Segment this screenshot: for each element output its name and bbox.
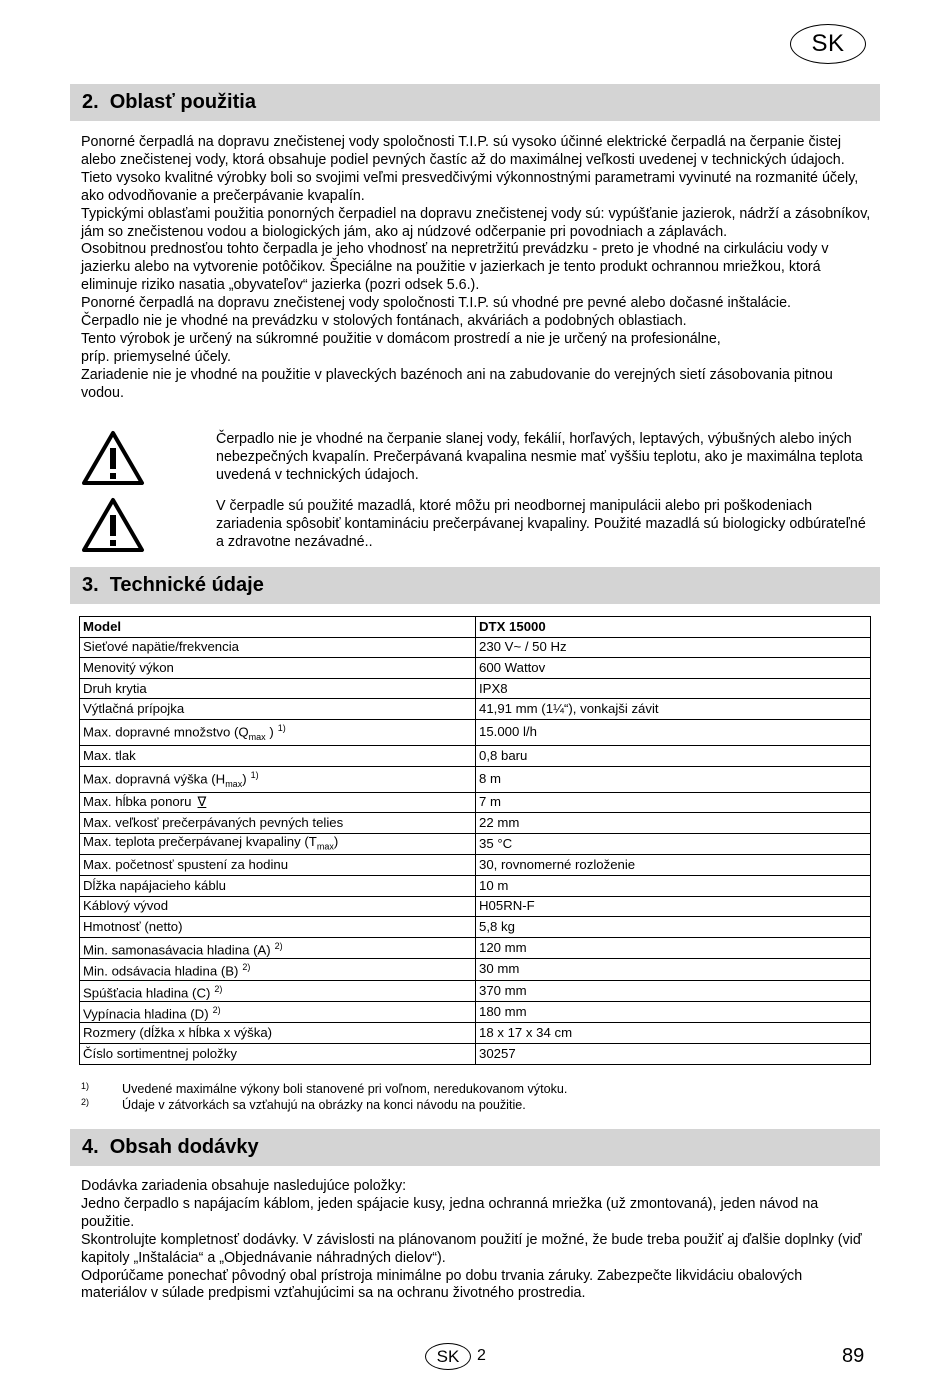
section-title: Technické údaje xyxy=(109,574,264,596)
spec-label: Max. dopravné množstvo (Q xyxy=(83,724,249,740)
paragraph: Dodávka zariadenia obsahuje nasledujúce položky: xyxy=(81,1178,407,1194)
footnote xyxy=(81,1082,871,1098)
table-row xyxy=(80,937,871,958)
table-row xyxy=(80,746,871,767)
table-cell-value: 30 mm xyxy=(476,959,871,980)
water-level-icon: ∇ xyxy=(197,794,207,810)
language-badge: SK xyxy=(790,24,866,64)
table-row xyxy=(80,637,871,658)
table-row xyxy=(80,917,871,938)
table-cell-value: IPX8 xyxy=(476,678,871,699)
spec-label: Číslo sortimentnej položky xyxy=(83,1045,237,1061)
spec-label: Max. početnosť spustení za hodinu xyxy=(83,857,289,873)
spec-label: Max. teplota prečerpávanej kvapaliny (T xyxy=(83,833,317,849)
table-cell-label xyxy=(80,699,476,720)
table-row xyxy=(80,855,871,876)
table-row xyxy=(80,766,871,792)
table-row xyxy=(80,980,871,1001)
footnote-text: Údaje v zátvorkách sa vzťahujú na obrázky na konci návodu na použitie. xyxy=(122,1098,526,1112)
spec-label: Max. hĺbka ponoru xyxy=(83,794,192,810)
table-cell-label xyxy=(80,678,476,699)
table-header-row xyxy=(80,617,871,638)
spec-label: Rozmery (dĺžka x hĺbka x výška) xyxy=(83,1025,273,1041)
spec-label: Výtlačná prípojka xyxy=(83,701,185,717)
spec-label: Káblový vývod xyxy=(83,898,169,914)
table-row xyxy=(80,792,871,813)
paragraph: Zariadenie nie je vhodné na použitie v plaveckých bazénoch ani na zabudovanie do verejných sietí zásobovania pitnou vodou. xyxy=(81,366,833,401)
spec-label: Max. dopravná výška (H xyxy=(83,770,226,786)
paragraph: príp. priemyselné účely. xyxy=(81,348,231,365)
table-cell-value: 15.000 l/h xyxy=(476,719,871,745)
table-cell-label xyxy=(80,1043,476,1064)
spec-label-subscript: max xyxy=(248,732,266,742)
table-cell-value: H05RN-F xyxy=(476,896,871,917)
table-row xyxy=(80,1043,871,1064)
paragraph: Odporúčame ponechať pôvodný obal prístroja minimálne po dobu trvania záruky. Zabezpečte likvidáciu obalových materiálov v súlade predpismi vzťahujúcimi sa na ochranu životného prostredia. xyxy=(81,1267,803,1302)
paragraph: Osobitnou prednosťou tohto čerpadla je jeho vhodnosť na nepretržitú prevádzku - preto je vhodné na cirkuláciu vody v jazierku alebo na vytvorenie potôčikov. Špeciálne na použitie v jazierkach je tento produkt ochrannou mriežkou, ktorá eliminuje riziko nasatia „obyvateľov“ jazierka (pozri odsek 5.6.). xyxy=(81,241,829,294)
paragraph: Jedno čerpadlo s napájacím káblom, jeden spájacie kusy, jedna ochranná mriežka (už zmontovaná), jeden návod na použitie. xyxy=(81,1195,819,1230)
footnote-mark: 1) xyxy=(81,1081,90,1091)
paragraph: Ponorné čerpadlá na dopravu znečistenej vody spoločnosti T.I.P. sú vhodné pre pevné alebo dočasné inštalácie. xyxy=(81,295,792,312)
table-cell-label xyxy=(80,637,476,658)
spec-label: Min. odsávacia hladina (B) xyxy=(83,963,239,979)
paragraph: Skontrolujte kompletnosť dodávky. V závislosti na plánovanom použití je možné, že bude treba použiť aj ďalšie doplnky (viď kapitoly „Inštalácia“ a „Objednávanie náhradných dielov“). xyxy=(81,1231,862,1266)
table-row xyxy=(80,1002,871,1023)
footnote-mark: 2) xyxy=(81,1097,90,1107)
paragraph: Typickými oblasťami použitia ponorných čerpadiel na dopravu znečistenej vody sú: vypúšťanie jazierok, nádrží a zásobníkov, jám so znečistenou vodou a biologických jám, ako aj núdzové odčerpanie pri povodniach a záplavách. xyxy=(81,205,871,240)
footnote-text: Uvedené maximálne výkony boli stanovené pri voľnom, neredukovanom výtoku. xyxy=(122,1082,568,1096)
table-row xyxy=(80,959,871,980)
table-cell-value: 8 m xyxy=(476,766,871,792)
table-row xyxy=(80,813,871,834)
table-cell-value: 18 x 17 x 34 cm xyxy=(476,1023,871,1044)
table-cell-value: 7 m xyxy=(476,792,871,813)
footnote xyxy=(81,1098,871,1114)
spec-label-suffix: ) xyxy=(333,833,339,849)
table-cell-label xyxy=(80,937,476,958)
table-cell-value: 10 m xyxy=(476,876,871,897)
table-cell-value: 600 Wattov xyxy=(476,658,871,679)
table-cell-label xyxy=(80,896,476,917)
table-cell-label xyxy=(80,658,476,679)
table-cell-label xyxy=(80,980,476,1001)
delivery-text xyxy=(81,1178,871,1303)
footnote-reference: 2) xyxy=(274,940,283,951)
table-row xyxy=(80,658,871,679)
footnote-reference: 2) xyxy=(242,962,251,973)
table-row xyxy=(80,719,871,745)
spec-label: Max. tlak xyxy=(83,747,136,763)
footnote-reference: 1) xyxy=(250,769,259,780)
paragraph: Tento výrobok je určený na súkromné použitie v domácom prostredí a nie je určený na profesionálne, xyxy=(81,330,721,347)
footnote-reference: 1) xyxy=(277,722,286,733)
section-number: 4. xyxy=(82,1136,99,1158)
table-row xyxy=(80,896,871,917)
footer-language-page: 2 xyxy=(477,1347,486,1364)
table-cell-label xyxy=(80,792,476,813)
table-cell-value: 35 °C xyxy=(476,833,871,855)
table-cell-value: 0,8 baru xyxy=(476,746,871,767)
spec-label: Dĺžka napájacieho káblu xyxy=(83,877,226,893)
table-cell-value: 30257 xyxy=(476,1043,871,1064)
table-row xyxy=(80,699,871,720)
table-cell-value: 370 mm xyxy=(476,980,871,1001)
table-cell-label xyxy=(80,1002,476,1023)
technical-data-table xyxy=(79,616,871,1065)
section-number: 3. xyxy=(82,574,99,596)
usage-text xyxy=(81,134,871,403)
spec-label: Min. samonasávacia hladina (A) xyxy=(83,942,271,958)
footnote-reference: 2) xyxy=(214,983,223,994)
section-heading-technical-data xyxy=(70,567,880,604)
footnote-reference: 2) xyxy=(212,1005,221,1015)
table-cell-label: Model xyxy=(80,617,476,638)
footnotes xyxy=(81,1082,871,1114)
spec-label-subscript: max xyxy=(316,841,334,852)
spec-label: Max. veľkosť prečerpávaných pevných telies xyxy=(83,815,344,831)
table-cell-value: 41,91 mm (1¼“), vonkajši závit xyxy=(476,699,871,720)
page-number: 89 xyxy=(842,1345,865,1367)
spec-label: Sieťové napätie/frekvencia xyxy=(83,639,239,655)
table-cell-label xyxy=(80,813,476,834)
table-cell-value: 180 mm xyxy=(476,1002,871,1023)
footer-language-badge: SK xyxy=(425,1343,471,1370)
table-cell-label xyxy=(80,1023,476,1044)
table-row xyxy=(80,678,871,699)
spec-label-suffix: ) xyxy=(242,770,247,786)
section-title: Oblasť použitia xyxy=(109,91,256,113)
paragraph: Ponorné čerpadlá na dopravu znečistenej vody spoločnosti T.I.P. sú vysoko účinné elektrické čerpadlá na čerpanie čistej alebo znečistenej vody, ktorá obsahuje podiel pevných častíc až do maximálnej veľkosti uvedenej v technických údajoch. Tieto vysoko kvalitné výrobky boli so svojimi veľmi presvedčivými výkonnostnými parametrami vyvinuté na rozmanité účely, ako odvodňovanie a prečerpávanie kvapalín. xyxy=(81,134,859,204)
table-cell-label xyxy=(80,876,476,897)
table-cell-value: 230 V~ / 50 Hz xyxy=(476,637,871,658)
warning-text: V čerpadle sú použité mazadlá, ktoré môžu pri neodbornej manipulácii alebo pri poškodeniach zariadenia spôsobiť kontamináciu prečerpávanej kvapaliny. Použité mazadlá sú biologicky odbúrateľné a zdravotne nezávadné.. xyxy=(216,498,866,550)
table-cell-label xyxy=(80,917,476,938)
table-cell-label xyxy=(80,746,476,767)
paragraph: Čerpadlo nie je vhodné na prevádzku v stolových fontánach, akváriách a podobných oblastiach. xyxy=(81,313,687,330)
spec-label-subscript: max xyxy=(225,778,243,789)
table-cell-value: 5,8 kg xyxy=(476,917,871,938)
table-row xyxy=(80,1023,871,1044)
table-cell-value: 30, rovnomerné rozloženie xyxy=(476,855,871,876)
table-row xyxy=(80,876,871,897)
table-cell-label xyxy=(80,855,476,876)
spec-label: Druh krytia xyxy=(83,680,147,696)
spec-label-suffix: ) xyxy=(265,724,274,740)
spec-label: Menovitý výkon xyxy=(83,659,174,675)
table-cell-label xyxy=(80,766,476,792)
section-number: 2. xyxy=(82,91,99,113)
table-cell-value: 120 mm xyxy=(476,937,871,958)
section-title: Obsah dodávky xyxy=(109,1136,259,1158)
section-heading-delivery xyxy=(70,1129,880,1166)
table-cell-label xyxy=(80,719,476,745)
table-cell-value: 22 mm xyxy=(476,813,871,834)
warning-triangle-icon xyxy=(81,497,145,553)
spec-label: Hmotnosť (netto) xyxy=(83,919,183,935)
table-row xyxy=(80,833,871,855)
warning-triangle-icon xyxy=(81,430,145,486)
warning-text: Čerpadlo nie je vhodné na čerpanie slanej vody, fekálií, horľavých, leptavých, výbušných alebo iných nebezpečných kvapalín. Prečerpávaná kvapalina nesmie mať vyššiu teplotu, ako je maximálna teplota uvedená v technických údajoch. xyxy=(216,431,863,483)
spec-label: Spúšťacia hladina (C) xyxy=(83,985,211,1000)
table-cell-label xyxy=(80,959,476,980)
spec-label: Vypínacia hladina (D) xyxy=(83,1006,209,1022)
table-cell-value: DTX 15000 xyxy=(476,617,871,638)
section-heading-usage xyxy=(70,84,880,121)
table-cell-label xyxy=(80,833,476,855)
